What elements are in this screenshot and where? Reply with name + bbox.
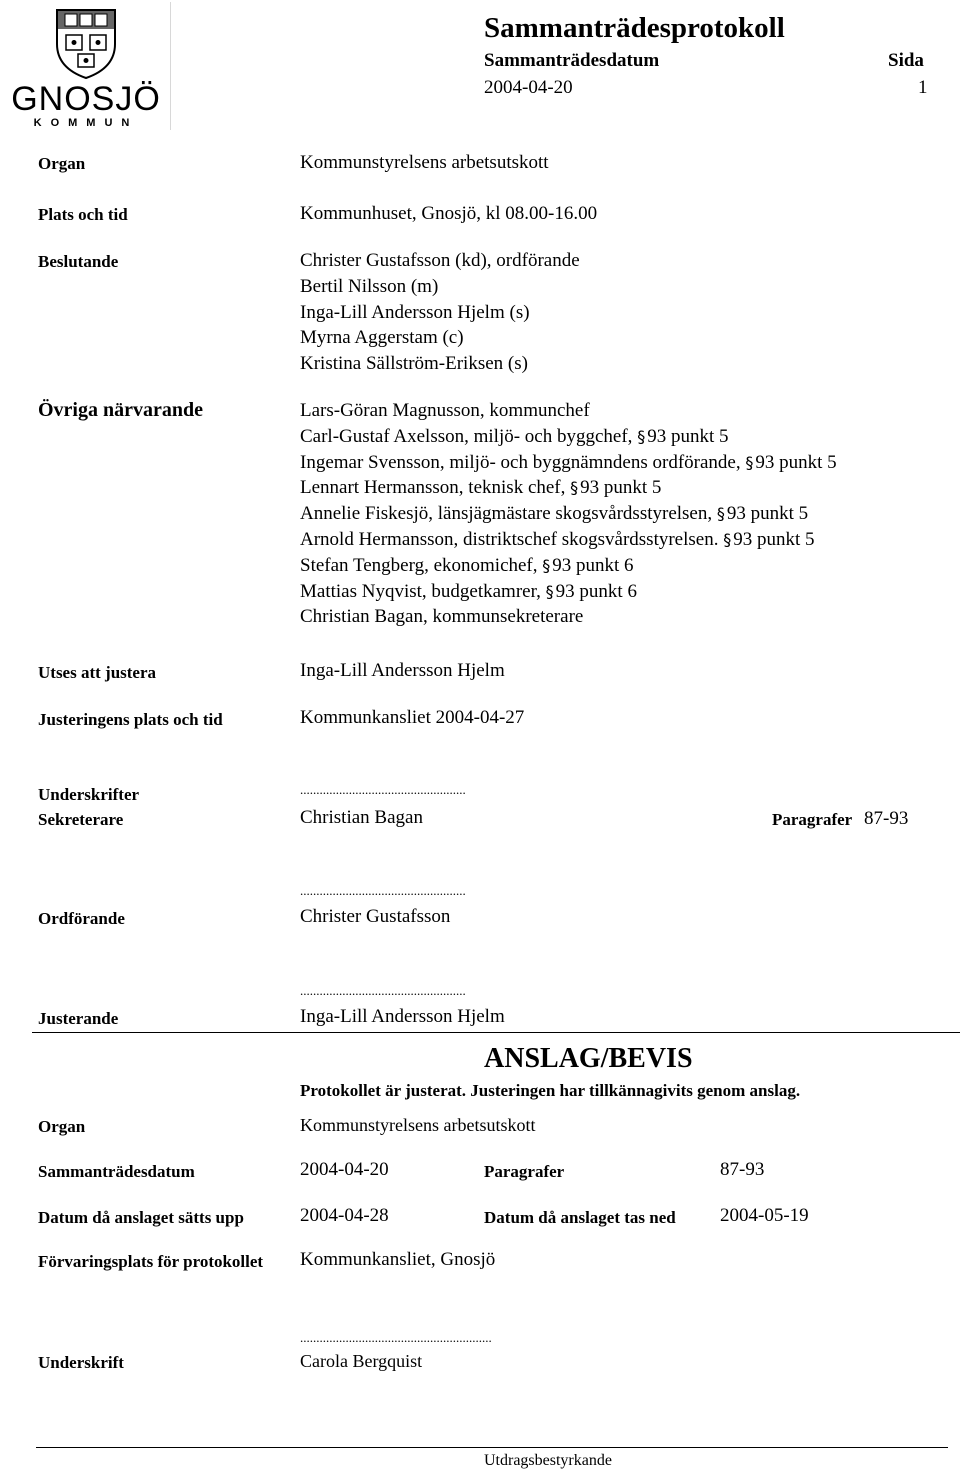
- chair-name: Christer Gustafsson: [300, 906, 451, 927]
- attendee-paragraph: 93 punkt 5: [580, 477, 662, 499]
- notice-date-value: 2004-04-20: [300, 1159, 389, 1180]
- signatures-label: Underskrifter: [38, 785, 140, 804]
- signature-line: ...................................................: [300, 883, 466, 898]
- section-sign-icon: §: [637, 426, 646, 446]
- page-label: Sida: [888, 50, 924, 71]
- attendee-text: Christian Bagan, kommunsekreterare: [300, 606, 584, 628]
- attendee-paragraph: 93 punkt 5: [647, 425, 729, 447]
- adjuster-sign-name: Inga-Lill Andersson Hjelm: [300, 1006, 505, 1027]
- adjuster-sign-label: Justerande: [38, 1009, 119, 1028]
- attendee-row: [300, 450, 837, 476]
- notice-paragraphs-label: Paragrafer: [484, 1162, 565, 1181]
- place-label: Plats och tid: [38, 205, 128, 224]
- notice-paragraphs-value: 87-93: [720, 1159, 765, 1180]
- deciding-member: Christer Gustafsson (kd), ordförande: [300, 250, 580, 271]
- storage-label: Förvaringsplats för protokollet: [38, 1252, 264, 1271]
- secretary-label: Sekreterare: [38, 810, 124, 829]
- notice-organ-label: Organ: [38, 1117, 86, 1136]
- signature-line: ...................................................: [300, 983, 466, 998]
- attendee-row: [300, 398, 837, 424]
- adjust-place-label: Justeringens plats och tid: [38, 710, 223, 729]
- attendee-text: Lennart Hermansson, teknisk chef,: [300, 477, 566, 499]
- section-sign-icon: §: [542, 555, 551, 575]
- notice-title: ANSLAG/BEVIS: [484, 1043, 693, 1074]
- notice-date-label: Sammanträdesdatum: [38, 1162, 195, 1181]
- section-sign-icon: §: [745, 452, 754, 472]
- attendee-text: Arnold Hermansson, distriktschef skogsvårdsstyrelsen.: [300, 528, 719, 550]
- signer-name: Carola Bergquist: [300, 1351, 423, 1371]
- attendee-paragraph: 93 punkt 5: [755, 451, 837, 473]
- municipality-logo: [2, 2, 171, 130]
- attendee-paragraph: 93 punkt 6: [552, 554, 634, 576]
- attendee-text: Annelie Fiskesjö, länsjägmästare skogsvårdsstyrelsen,: [300, 503, 713, 525]
- attendee-row: [300, 553, 837, 579]
- deciding-member: Inga-Lill Andersson Hjelm (s): [300, 301, 530, 323]
- attendee-row: [300, 475, 837, 501]
- secretary-name: Christian Bagan: [300, 807, 423, 828]
- signature-line: ...........................................................: [300, 1330, 492, 1345]
- page-number: 1: [918, 77, 928, 98]
- paragraphs-label: Paragrafer: [772, 810, 853, 829]
- attendee-text: Ingemar Svensson, miljö- och byggnämndens ordförande,: [300, 451, 741, 473]
- deciding-label: Beslutande: [38, 252, 119, 271]
- attendee-paragraph: 93 punkt 5: [733, 528, 815, 550]
- svg-text:GNOSJÖ: GNOSJÖ: [11, 80, 161, 118]
- others-present-list: [300, 398, 837, 630]
- attendee-text: Carl-Gustaf Axelsson, miljö- och byggchef,: [300, 425, 633, 447]
- document-title: Sammanträdesprotokoll: [484, 12, 785, 44]
- attendee-paragraph: 93 punkt 6: [555, 580, 637, 602]
- removed-date-label: Datum då anslaget tas ned: [484, 1208, 676, 1227]
- organ-value: Kommunstyrelsens arbetsutskott: [300, 152, 549, 173]
- section-sign-icon: §: [570, 478, 579, 498]
- section-sign-icon: §: [723, 529, 732, 549]
- posted-date-label: Datum då anslaget sätts upp: [38, 1208, 244, 1227]
- attendee-text: Stefan Tengberg, ekonomichef,: [300, 554, 538, 576]
- place-value: Kommunhuset, Gnosjö, kl 08.00-16.00: [300, 203, 598, 224]
- attendee-text: Lars-Göran Magnusson, kommunchef: [300, 400, 590, 421]
- adjuster-value: Inga-Lill Andersson Hjelm: [300, 660, 505, 681]
- deciding-member: Myrna Aggerstam (c): [300, 327, 464, 349]
- notice-organ-value: Kommunstyrelsens arbetsutskott: [300, 1115, 536, 1135]
- signature-label: Underskrift: [38, 1353, 124, 1372]
- attendee-paragraph: 93 punkt 5: [726, 503, 809, 525]
- adjust-place-value: Kommunkansliet 2004-04-27: [300, 707, 525, 728]
- organ-label: Organ: [38, 154, 86, 173]
- others-present-label: Övriga närvarande: [38, 399, 203, 421]
- footer-divider: [36, 1447, 948, 1448]
- adjuster-label: Utses att justera: [38, 663, 157, 682]
- posted-date-value: 2004-04-28: [300, 1205, 389, 1226]
- attendee-row: [300, 604, 837, 630]
- removed-date-value: 2004-05-19: [720, 1205, 809, 1226]
- signature-line: ...................................................: [300, 782, 466, 797]
- svg-text:KOMMUN: KOMMUN: [33, 117, 139, 129]
- attendee-row: [300, 579, 837, 605]
- section-sign-icon: §: [545, 581, 554, 601]
- deciding-list: [300, 248, 580, 377]
- meeting-date-label: Sammanträdesdatum: [484, 50, 660, 71]
- attendee-row: [300, 424, 837, 450]
- section-divider: [32, 1032, 960, 1033]
- footer-text: Utdragsbestyrkande: [484, 1452, 612, 1469]
- storage-value: Kommunkansliet, Gnosjö: [300, 1249, 496, 1270]
- chair-label: Ordförande: [38, 909, 125, 928]
- paragraphs-value: 87-93: [864, 808, 909, 829]
- coat-of-arms-icon: [2, 2, 170, 130]
- attendee-row: [300, 527, 837, 553]
- deciding-member: Kristina Sällström-Eriksen (s): [300, 353, 528, 375]
- deciding-member: Bertil Nilsson (m): [300, 275, 439, 297]
- attendee-row: [300, 501, 837, 527]
- attendee-text: Mattias Nyqvist, budgetkamrer,: [300, 580, 541, 602]
- meeting-date: 2004-04-20: [484, 77, 573, 98]
- section-sign-icon: §: [716, 504, 725, 524]
- notice-subtitle: Protokollet är justerat. Justeringen har tillkännagivits genom anslag.: [300, 1081, 801, 1100]
